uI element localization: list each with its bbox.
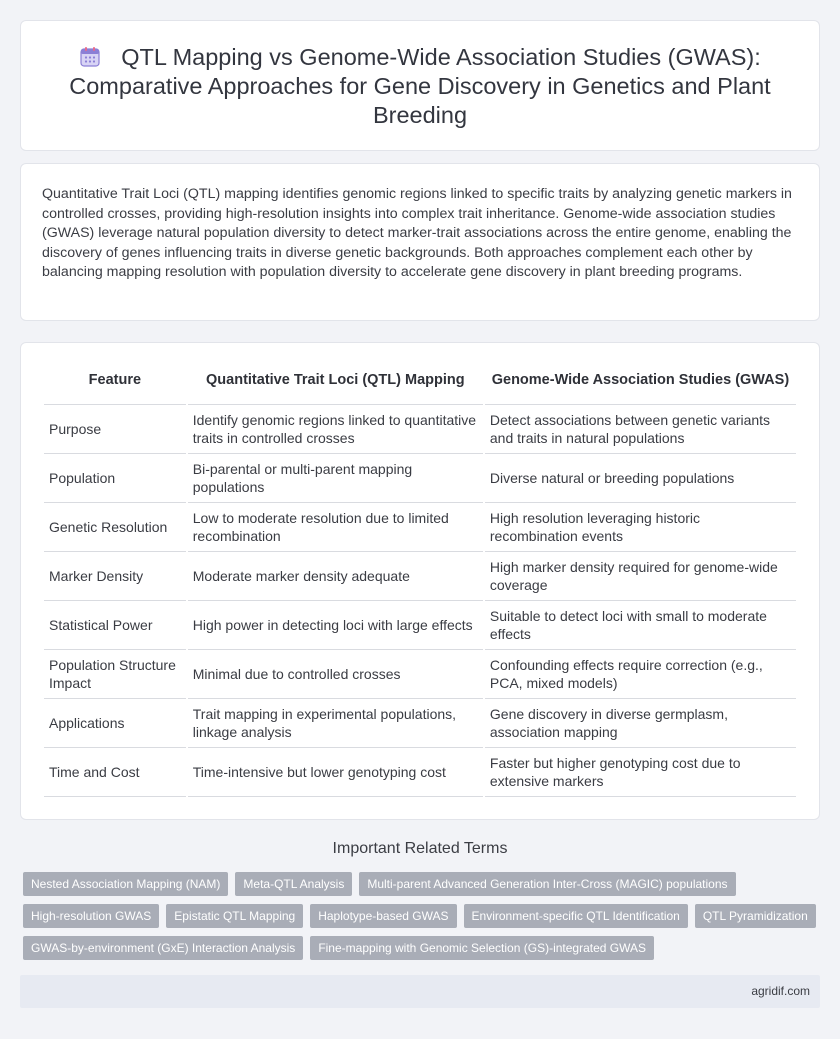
related-tag[interactable]: GWAS-by-environment (GxE) Interaction Analysis	[23, 936, 303, 960]
related-tag[interactable]: Multi-parent Advanced Generation Inter-Cross (MAGIC) populations	[359, 872, 735, 896]
feature-cell: Time and Cost	[44, 748, 186, 797]
gwas-cell: Confounding effects require correction (e.g., PCA, mixed models)	[485, 650, 796, 699]
related-tag[interactable]: Meta-QTL Analysis	[235, 872, 352, 896]
related-terms-tags	[23, 872, 823, 960]
table-row	[44, 601, 796, 650]
page-title	[61, 43, 779, 130]
page-title-text: QTL Mapping vs Genome-Wide Association Studies (GWAS): Comparative Approaches for Gene Discovery in Genetics and Plant Breeding	[69, 44, 771, 128]
table-header-row	[44, 355, 796, 405]
related-tag[interactable]: Nested Association Mapping (NAM)	[23, 872, 228, 896]
feature-cell: Population	[44, 454, 186, 503]
footer	[20, 975, 820, 1008]
qtl-cell: Identify genomic regions linked to quantitative traits in controlled crosses	[188, 405, 483, 454]
feature-cell: Applications	[44, 699, 186, 748]
qtl-cell: Bi-parental or multi-parent mapping populations	[188, 454, 483, 503]
feature-cell: Genetic Resolution	[44, 503, 186, 552]
intro-paragraph: Quantitative Trait Loci (QTL) mapping identifies genomic regions linked to specific traits by analyzing genetic markers in controlled crosses, providing high-resolution insights into complex trait inheritance. Genome-wide association studies (GWAS) leverage natural population diversity to detect marker-trait associations across the entire genome, enabling the discovery of genes influencing traits in diverse genetic backgrounds. Both approaches complement each other by balancing mapping resolution with population diversity to accelerate gene discovery in plant breeding programs.	[42, 186, 792, 280]
table-row	[44, 699, 796, 748]
qtl-cell: Minimal due to controlled crosses	[188, 650, 483, 699]
gwas-cell: Detect associations between genetic variants and traits in natural populations	[485, 405, 796, 454]
feature-cell: Marker Density	[44, 552, 186, 601]
header-gwas: Genome-Wide Association Studies (GWAS)	[485, 355, 796, 405]
table-row	[44, 405, 796, 454]
related-tag[interactable]: Environment-specific QTL Identification	[464, 904, 688, 928]
related-tag[interactable]: Haplotype-based GWAS	[310, 904, 456, 928]
qtl-cell: Low to moderate resolution due to limited recombination	[188, 503, 483, 552]
intro-card	[20, 163, 820, 321]
header-qtl: Quantitative Trait Loci (QTL) Mapping	[188, 355, 483, 405]
gwas-cell: High marker density required for genome-wide coverage	[485, 552, 796, 601]
qtl-cell: High power in detecting loci with large effects	[188, 601, 483, 650]
header-feature: Feature	[44, 355, 186, 405]
gwas-cell: High resolution leveraging historic recombination events	[485, 503, 796, 552]
gwas-cell: Suitable to detect loci with small to moderate effects	[485, 601, 796, 650]
related-tag[interactable]: High-resolution GWAS	[23, 904, 159, 928]
table-row	[44, 503, 796, 552]
table-row	[44, 650, 796, 699]
gwas-cell: Diverse natural or breeding populations	[485, 454, 796, 503]
related-terms-title: Important Related Terms	[332, 840, 508, 857]
table-row	[44, 552, 796, 601]
gwas-cell: Faster but higher genotyping cost due to extensive markers	[485, 748, 796, 797]
related-tag[interactable]: QTL Pyramidization	[695, 904, 816, 928]
gwas-cell: Gene discovery in diverse germplasm, association mapping	[485, 699, 796, 748]
title-card	[20, 20, 820, 151]
calendar-icon	[79, 46, 101, 68]
qtl-cell: Moderate marker density adequate	[188, 552, 483, 601]
qtl-cell: Time-intensive but lower genotyping cost	[188, 748, 483, 797]
table-row	[44, 454, 796, 503]
comparison-table-card	[20, 342, 820, 820]
table-row	[44, 748, 796, 797]
feature-cell: Statistical Power	[44, 601, 186, 650]
footer-site-link[interactable]: agridif.com	[751, 984, 810, 998]
feature-cell: Purpose	[44, 405, 186, 454]
related-tag[interactable]: Epistatic QTL Mapping	[166, 904, 303, 928]
comparison-table	[42, 355, 798, 797]
qtl-cell: Trait mapping in experimental populations, linkage analysis	[188, 699, 483, 748]
related-tag[interactable]: Fine-mapping with Genomic Selection (GS)-integrated GWAS	[310, 936, 654, 960]
feature-cell: Population Structure Impact	[44, 650, 186, 699]
